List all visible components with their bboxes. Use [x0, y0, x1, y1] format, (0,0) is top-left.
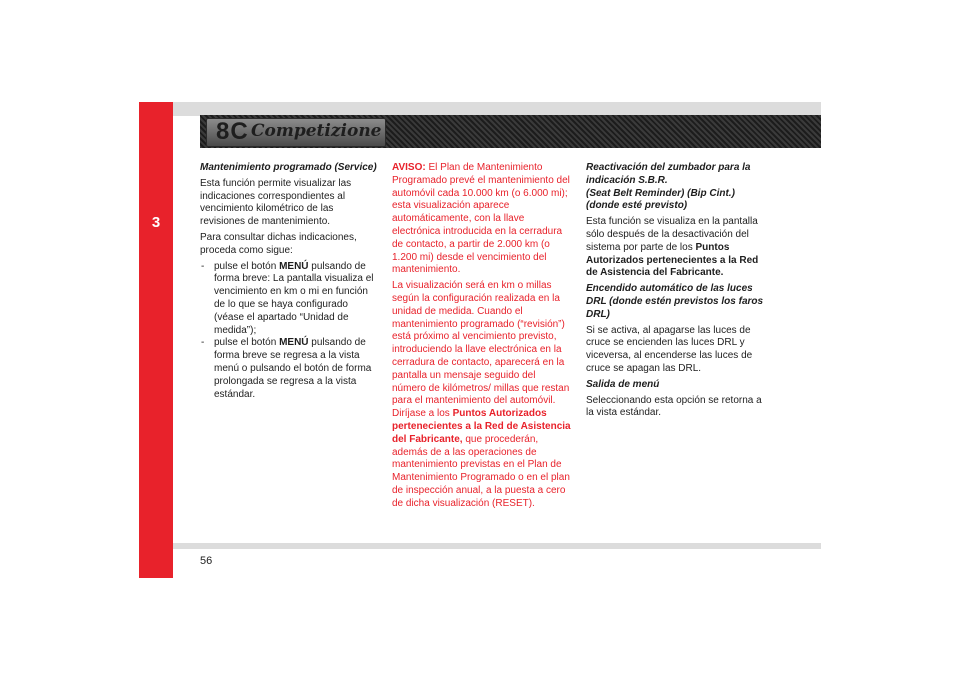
chapter-sidebar	[139, 102, 173, 578]
chapter-number: 3	[151, 214, 161, 231]
header-banner	[200, 115, 821, 148]
paragraph: Esta función permite visualizar las indicaciones correspondientes al vencimiento kilométrico de las revisiones de mantenimiento.	[200, 177, 352, 228]
header-rule	[173, 102, 821, 116]
warning-label: AVISO:	[392, 162, 426, 173]
section-heading: Encendido automático de las luces DRL (donde estén previstos los faros DRL)	[586, 283, 764, 320]
list-item: - pulse el botón MENÚ pulsando de forma breve se regresa a la vista menú o pulsando el botón de forma prolongada se regresa a la vista estándar.	[200, 337, 380, 401]
page-number: 56	[200, 555, 213, 567]
logo-script: Competizione	[251, 121, 382, 141]
list-item: - pulse el botón MENÚ pulsando de forma breve: La pantalla visualiza el vencimiento en km o mi en función de lo que se haya configurado (véase el apartado “Unidad de medida”);	[200, 261, 380, 338]
column-maintenance	[200, 162, 380, 401]
section-heading: Reactivación del zumbador para la indicación S.B.R. (Seat Belt Reminder) (Bip Cint.) (donde esté previsto)	[586, 162, 751, 212]
button-name: MENÚ	[279, 337, 309, 349]
footer-rule	[173, 543, 821, 549]
warning-paragraph: AVISO: El Plan de Mantenimiento Programado prevé el mantenimiento del automóvil cada 10.000 km (o 6.000 mi); esta visualización aparece automáticamente, con la llave electrónica introducida en la cerradura de contacto, a partir de 2.000 km (o 1.200 mi) desde el vencimiento del mantenimiento.	[392, 162, 570, 276]
instruction-list	[200, 261, 380, 402]
brand-logo	[206, 118, 386, 147]
paragraph: Esta función se visualiza en la pantalla sólo después de la desactivación del sistema por parte de los Puntos Autorizados pertenecientes a la Red de Asistencia del Fabricante.	[586, 216, 759, 279]
section-heading: Salida de menú	[586, 378, 660, 390]
section-heading: Mantenimiento programado (Service)	[200, 162, 377, 173]
column-settings	[586, 162, 766, 423]
paragraph: Seleccionando esta opción se retorna a la vista estándar.	[586, 394, 762, 419]
bold-text: Puntos Autorizados pertenecientes a la Red de Asistencia del Fabricante,	[392, 408, 571, 445]
logo-mark: 8C	[216, 118, 249, 145]
button-name: MENÚ	[279, 260, 309, 272]
bold-text: Puntos Autorizados pertenecientes a la Red de Asistencia del Fabricante.	[586, 241, 759, 279]
column-warning	[392, 162, 572, 514]
warning-paragraph: La visualización será en km o millas según la configuración realizada en la unidad de medida. Cuando el mantenimiento programado (“revisión”) está próximo al vencimiento previsto, introduciendo la llave electrónica en la cerradura de contacto, aparecerá en la pantalla un mensaje seguido del número de kilómetros/ millas que restan para el mantenimiento del automóvil. Diríjase a los Puntos Autorizados pertenecientes a la Red de Asistencia del Fabricante, que procederán, además de a las operaciones de mantenimiento previstas en el Plan de Mantenimiento Programado o en el plan de inspección anual, a la puesta a cero de dicha visualización (RESET).	[392, 280, 571, 509]
paragraph: Para consultar dichas indicaciones, proceda como sigue:	[200, 231, 357, 256]
paragraph: Si se activa, al apagarse las luces de cruce se encienden las luces DRL y viceversa, al encenderse las luces de cruce se apagan las DRL.	[586, 324, 753, 374]
